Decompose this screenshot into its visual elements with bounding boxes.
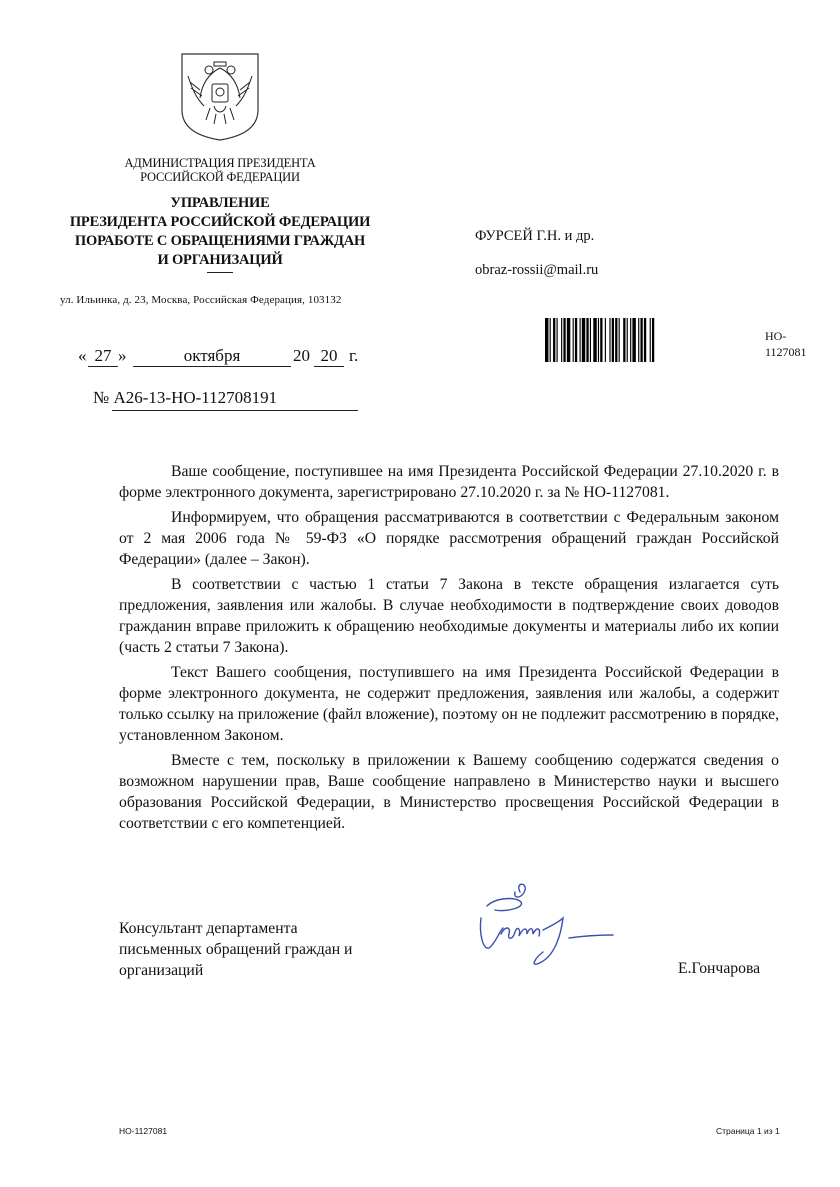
date-close-quote: »: [118, 346, 127, 365]
dept-line-3: ПОРАБОТЕ С ОБРАЩЕНИЯМИ ГРАЖДАН: [74, 233, 366, 249]
barcode-bar: [612, 318, 614, 362]
barcode-bar: [573, 318, 574, 362]
body-paragraph: Ваше сообщение, поступившее на имя Президента Российской Федерации 27.10.2020 г. в форме электронного документа, зарегистрировано 27.10.2020 г. за № НО-1127081.: [119, 463, 779, 501]
org-line-2: РОССИЙСКОЙ ФЕДЕРАЦИИ: [140, 170, 300, 184]
barcode-bar: [615, 318, 617, 362]
barcode-bar: [598, 318, 599, 362]
barcode-bar: [582, 318, 585, 362]
signatory-name: Е.Гончарова: [678, 960, 761, 977]
barcode-bar: [567, 318, 570, 362]
signatory-title-line-3: организаций: [119, 962, 204, 979]
date-century: 20: [293, 346, 310, 365]
barcode-bar: [586, 318, 588, 362]
body-paragraph: Текст Вашего сообщения, поступившего на имя Президента Российской Федерации в форме электронного документа, не содержит предложения, заявления или жалобы, а содержит только ссылку на приложение (файл вложение), поэтому он не подлежит рассмотрению в порядке, установленном Законом.: [119, 664, 779, 744]
barcode-bar: [593, 318, 596, 362]
barcode-bar: [545, 318, 548, 362]
date-open-quote: «: [78, 346, 87, 365]
registration-underline: [112, 410, 358, 411]
body-paragraph: Информируем, что обращения рассматриваются в соответствии с Федеральным законом от 2 мая 2006 года № 59-ФЗ «О порядке рассмотрения обращений граждан Российской Федерации» (далее – Закон).: [119, 509, 779, 568]
date-month: октября: [133, 346, 291, 367]
date-year: 20: [314, 346, 344, 367]
barcode-bar: [619, 318, 620, 362]
body-paragraph: В соответствии с частью 1 статьи 7 Закона в тексте обращения излагается суть предложения, заявления или жалобы. В случае необходимости в подтверждение своих доводов гражданин вправе приложить к обращению необходимые документы и материалы либо их копии (часть 2 статьи 7 Закона).: [119, 576, 779, 656]
registration-prefix: №: [93, 388, 110, 407]
barcode-bar: [638, 318, 639, 362]
dept-line-4: И ОРГАНИЗАЦИЙ: [157, 252, 283, 268]
barcode-bar: [644, 318, 646, 362]
barcode-bar: [630, 318, 631, 362]
barcode-bar: [550, 318, 551, 362]
org-line-1: АДМИНИСТРАЦИЯ ПРЕЗИДЕНТА: [124, 156, 316, 170]
handwritten-signature: [465, 878, 625, 973]
signatory-title-line-1: Консультант департамента: [119, 920, 298, 937]
barcode-code-line-2: 1127081: [765, 345, 807, 359]
barcode-bar: [557, 318, 558, 362]
barcode-bar: [609, 318, 610, 362]
registration-number: [93, 388, 277, 408]
recipient-name: ФУРСЕЙ Г.Н. и др.: [475, 228, 595, 244]
letter-body: [119, 461, 779, 838]
barcode-bar: [652, 318, 654, 362]
barcode-bar: [650, 318, 651, 362]
barcode-code-line-1: НО-: [765, 329, 787, 343]
barcode-bar: [563, 318, 565, 362]
barcode-bar: [590, 318, 591, 362]
dept-line-1: УПРАВЛЕНИЕ: [170, 195, 270, 211]
signatory-title: [119, 918, 352, 981]
barcode-bar: [640, 318, 642, 362]
barcode-bar: [605, 318, 606, 362]
date-year-suffix: г.: [349, 346, 359, 365]
footer-page-number: Страница 1 из 1: [716, 1126, 780, 1136]
barcode-bar: [580, 318, 581, 362]
barcode-bar: [627, 318, 628, 362]
registration-value: А26-13-НО-112708191: [113, 388, 278, 407]
barcode-bar: [623, 318, 625, 362]
barcode-bar: [553, 318, 555, 362]
barcode-image: [545, 318, 750, 362]
header-divider: [207, 272, 233, 273]
footer-doc-code: НО-1127081: [119, 1126, 168, 1136]
barcode-bar: [561, 318, 562, 362]
coat-of-arms-emblem: [178, 50, 262, 142]
sender-address: ул. Ильинка, д. 23, Москва, Российская Федерация, 103132: [60, 294, 342, 306]
date-day: 27: [88, 346, 118, 367]
dept-line-2: ПРЕЗИДЕНТА РОССИЙСКОЙ ФЕДЕРАЦИИ: [69, 214, 371, 230]
body-paragraph: Вместе с тем, поскольку в приложении к Вашему сообщению содержатся сведения о возможном нарушении прав, Ваше сообщение направлено в Министерство науки и высшего образования Российской Федерации, в Министерство просвещения Российской Федерации в соответствии с его компетенцией.: [119, 752, 779, 832]
barcode-bar: [600, 318, 602, 362]
barcode-code: [765, 328, 807, 360]
recipient-email: obraz-rossii@mail.ru: [475, 262, 599, 278]
signatory-title-line-2: письменных обращений граждан и: [119, 941, 353, 958]
barcode-bar: [575, 318, 577, 362]
barcode-bar: [632, 318, 635, 362]
